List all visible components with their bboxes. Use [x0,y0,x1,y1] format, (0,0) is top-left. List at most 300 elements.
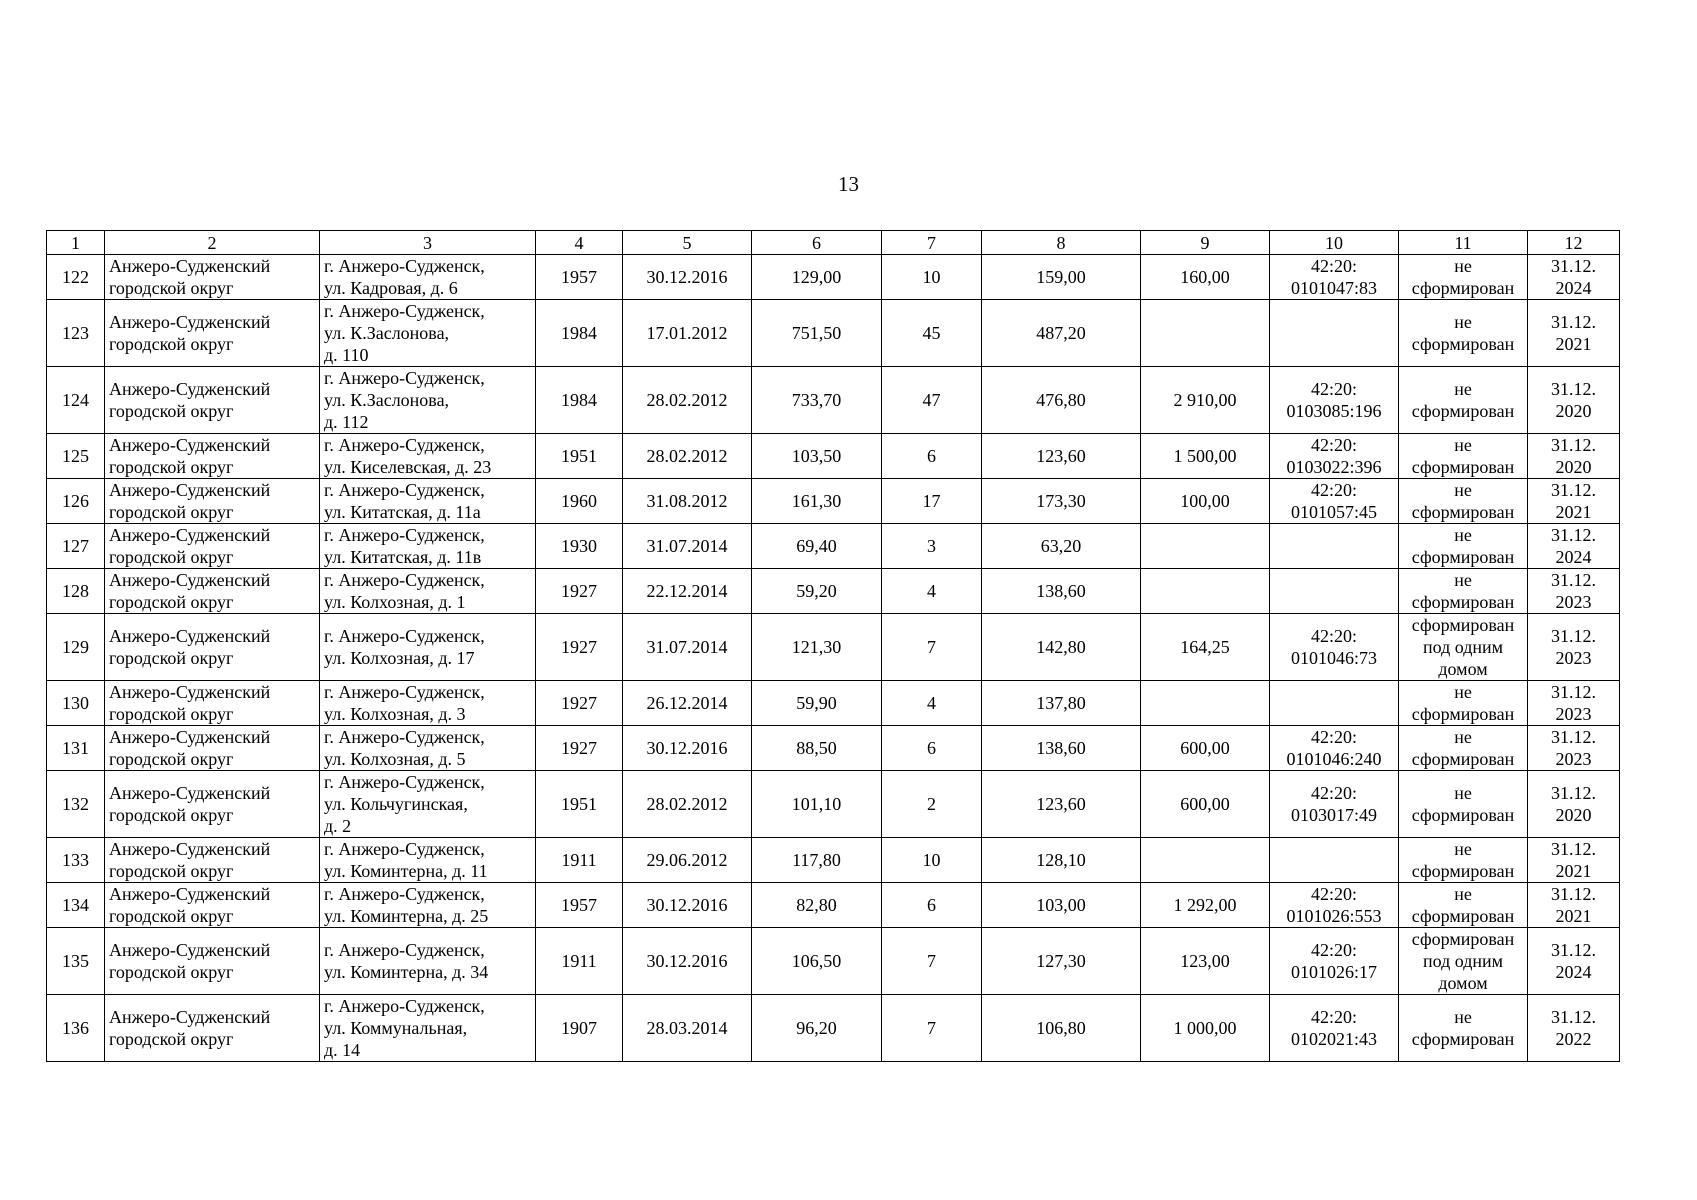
deadline-cell [1528,569,1620,614]
address-cell [320,995,536,1062]
status-cell [1399,995,1528,1062]
date-cell: 29.06.2012 [623,838,752,883]
cell-line: 2024 [1555,962,1592,982]
year-cell: 1930 [536,524,623,569]
cell-line: г. Анжеро-Судженск, [324,772,485,792]
year-cell: 1911 [536,838,623,883]
cell-line: 42:20: [1310,940,1357,960]
cell-line: сформирован [1411,749,1515,769]
year-cell: 1984 [536,367,623,434]
area-cell: 101,10 [752,771,882,838]
residents-cell: 7 [882,995,982,1062]
cell-line: г. Анжеро-Судженск, [324,682,485,702]
municipality-cell [105,479,320,524]
area2-cell: 476,80 [982,367,1141,434]
table-row [47,255,1620,300]
municipality-cell [105,771,320,838]
residents-cell: 6 [882,434,982,479]
land-area-cell: 100,00 [1141,479,1270,524]
cell-line: 42:20: [1310,626,1357,646]
table-row [47,726,1620,771]
cell-line: 0101026:553 [1286,906,1382,926]
year-cell: 1927 [536,726,623,771]
cell-line: ул. Китатская, д. 11в [324,547,482,567]
cell-line: 42:20: [1310,884,1357,904]
area-cell: 88,50 [752,726,882,771]
year-cell: 1951 [536,434,623,479]
area2-cell: 138,60 [982,569,1141,614]
cell-line: 0101046:73 [1290,648,1377,668]
area2-cell: 128,10 [982,838,1141,883]
cell-line: сформирован [1411,906,1515,926]
year-cell: 1907 [536,995,623,1062]
column-header-4: 4 [536,231,623,255]
cadastral-number-cell [1270,771,1399,838]
year-cell: 1927 [536,681,623,726]
cadastral-number-cell [1270,255,1399,300]
area2-cell: 487,20 [982,300,1141,367]
cell-line: городской округ [109,1029,234,1049]
address-cell [320,255,536,300]
table-row [47,569,1620,614]
cell-line: 31.12. [1551,379,1596,399]
cadastral-number-cell [1270,883,1399,928]
cell-line: д. 110 [324,345,369,365]
table-row [47,771,1620,838]
year-cell: 1927 [536,569,623,614]
cell-line: ул. Коминтерна, д. 11 [324,861,488,881]
land-area-cell: 123,00 [1141,928,1270,995]
cell-line: ул. Киселевская, д. 23 [324,457,492,477]
cell-line: сформирован [1411,457,1515,477]
cadastral-number-cell [1270,614,1399,681]
cell-line: 31.12. [1551,435,1596,455]
row-number-cell: 129 [47,614,105,681]
row-number-cell: 128 [47,569,105,614]
area-cell: 117,80 [752,838,882,883]
municipality-cell [105,883,320,928]
area-cell: 751,50 [752,300,882,367]
residents-cell: 7 [882,928,982,995]
row-number-cell: 123 [47,300,105,367]
residents-cell: 10 [882,838,982,883]
cell-line: городской округ [109,547,234,567]
cell-line: городской округ [109,457,234,477]
status-cell [1399,838,1528,883]
area2-cell: 127,30 [982,928,1141,995]
row-number-cell: 126 [47,479,105,524]
cadastral-number-cell [1270,479,1399,524]
cell-line: сформирован [1411,805,1515,825]
cell-line: городской округ [109,401,234,421]
cell-line: 42:20: [1310,256,1357,276]
cell-line: г. Анжеро-Судженск, [324,727,485,747]
date-cell: 22.12.2014 [623,569,752,614]
municipality-cell [105,681,320,726]
area-cell: 733,70 [752,367,882,434]
table-row [47,434,1620,479]
year-cell: 1911 [536,928,623,995]
municipality-cell [105,367,320,434]
row-number-cell: 136 [47,995,105,1062]
deadline-cell [1528,614,1620,681]
municipality-cell [105,726,320,771]
cell-line: не [1454,1007,1472,1027]
cell-line: 0103017:49 [1290,805,1377,825]
cell-line: г. Анжеро-Судженск, [324,256,485,276]
row-number-cell: 122 [47,255,105,300]
cell-line: сформирован [1411,1029,1515,1049]
area-cell: 96,20 [752,995,882,1062]
status-cell [1399,524,1528,569]
cell-line: 0101026:17 [1290,962,1377,982]
column-header-10: 10 [1270,231,1399,255]
status-cell [1399,434,1528,479]
date-cell: 28.02.2012 [623,367,752,434]
cell-line: ул. Колхозная, д. 5 [324,749,466,769]
cell-line: сформирован [1411,401,1515,421]
column-header-5: 5 [623,231,752,255]
area2-cell: 123,60 [982,771,1141,838]
cell-line: не [1454,256,1472,276]
cadastral-number-cell [1270,681,1399,726]
table-row [47,614,1620,681]
cell-line: ул. Коминтерна, д. 25 [324,906,489,926]
land-area-cell: 2 910,00 [1141,367,1270,434]
year-cell: 1951 [536,771,623,838]
deadline-cell [1528,524,1620,569]
cell-line: ул. К.Заслонова, [324,323,450,343]
municipality-cell [105,255,320,300]
cell-line: ул. Колхозная, д. 17 [324,648,475,668]
cell-line: ул. Кольчугинская, [324,794,468,814]
cell-line: Анжеро-Судженский [109,379,271,399]
cell-line: городской округ [109,704,234,724]
cell-line: сформирован [1411,704,1515,724]
status-cell [1399,771,1528,838]
column-header-12: 12 [1528,231,1620,255]
cell-line: 2023 [1555,648,1592,668]
deadline-cell [1528,255,1620,300]
area2-cell: 173,30 [982,479,1141,524]
residents-cell: 6 [882,883,982,928]
table-row [47,838,1620,883]
cell-line: ул. Кадровая, д. 6 [324,278,458,298]
cell-line: сформирован [1411,334,1515,354]
cell-line: Анжеро-Судженский [109,1007,271,1027]
cell-line: Анжеро-Судженский [109,839,271,859]
cell-line: не [1454,884,1472,904]
cell-line: 31.12. [1551,682,1596,702]
cell-line: г. Анжеро-Судженск, [324,480,485,500]
registry-table [46,230,1620,1062]
area-cell: 129,00 [752,255,882,300]
cadastral-number-cell [1270,434,1399,479]
address-cell [320,928,536,995]
cell-line: 31.12. [1551,626,1596,646]
address-cell [320,614,536,681]
cell-line: Анжеро-Судженский [109,570,271,590]
cell-line: Анжеро-Судженский [109,480,271,500]
address-cell [320,524,536,569]
cell-line: г. Анжеро-Судженск, [324,435,485,455]
area2-cell: 106,80 [982,995,1141,1062]
cell-line: ул. Колхозная, д. 3 [324,704,466,724]
residents-cell: 6 [882,726,982,771]
status-cell [1399,614,1528,681]
row-number-cell: 127 [47,524,105,569]
cell-line: не [1454,525,1472,545]
column-header-11: 11 [1399,231,1528,255]
cell-line: 0103085:196 [1286,401,1382,421]
area-cell: 106,50 [752,928,882,995]
cell-line: сформирован [1411,278,1515,298]
cell-line: городской округ [109,592,234,612]
cell-line: г. Анжеро-Судженск, [324,996,485,1016]
cell-line: 2020 [1555,457,1592,477]
land-area-cell [1141,300,1270,367]
residents-cell: 47 [882,367,982,434]
cell-line: городской округ [109,861,234,881]
deadline-cell [1528,995,1620,1062]
area-cell: 82,80 [752,883,882,928]
status-cell [1399,255,1528,300]
cell-line: 42:20: [1310,435,1357,455]
cell-line: 2021 [1555,502,1592,522]
cell-line: 2022 [1555,1029,1592,1049]
residents-cell: 45 [882,300,982,367]
cell-line: городской округ [109,502,234,522]
cell-line: Анжеро-Судженский [109,884,271,904]
cell-line: 2023 [1555,704,1592,724]
cell-line: сформирован [1411,592,1515,612]
cell-line: г. Анжеро-Судженск, [324,570,485,590]
residents-cell: 7 [882,614,982,681]
cell-line: ул. К.Заслонова, [324,390,450,410]
area2-cell: 63,20 [982,524,1141,569]
date-cell: 30.12.2016 [623,883,752,928]
cell-line: Анжеро-Судженский [109,682,271,702]
municipality-cell [105,928,320,995]
municipality-cell [105,524,320,569]
cell-line: ул. Китатская, д. 11а [324,502,481,522]
table-header-row [47,231,1620,255]
date-cell: 26.12.2014 [623,681,752,726]
cell-line: г. Анжеро-Судженск, [324,884,485,904]
address-cell [320,771,536,838]
municipality-cell [105,300,320,367]
status-cell [1399,569,1528,614]
area2-cell: 103,00 [982,883,1141,928]
cell-line: не [1454,783,1472,803]
date-cell: 31.08.2012 [623,479,752,524]
cell-line: ул. Колхозная, д. 1 [324,592,466,612]
status-cell [1399,928,1528,995]
deadline-cell [1528,681,1620,726]
date-cell: 30.12.2016 [623,928,752,995]
status-cell [1399,883,1528,928]
cell-line: 0101057:45 [1290,502,1377,522]
area2-cell: 159,00 [982,255,1141,300]
deadline-cell [1528,883,1620,928]
table-row [47,928,1620,995]
row-number-cell: 124 [47,367,105,434]
residents-cell: 4 [882,569,982,614]
address-cell [320,367,536,434]
area-cell: 161,30 [752,479,882,524]
cell-line: г. Анжеро-Судженск, [324,368,485,388]
cell-line: г. Анжеро-Судженск, [324,839,485,859]
residents-cell: 4 [882,681,982,726]
cell-line: ул. Коммунальная, [324,1018,468,1038]
table-row [47,883,1620,928]
residents-cell: 10 [882,255,982,300]
cell-line: не [1454,480,1472,500]
residents-cell: 2 [882,771,982,838]
area2-cell: 137,80 [982,681,1141,726]
cell-line: Анжеро-Судженский [109,727,271,747]
year-cell: 1957 [536,883,623,928]
deadline-cell [1528,726,1620,771]
cell-line: д. 112 [324,412,369,432]
cell-line: г. Анжеро-Судженск, [324,525,485,545]
cell-line: Анжеро-Судженский [109,312,271,332]
cell-line: 31.12. [1551,940,1596,960]
area2-cell: 142,80 [982,614,1141,681]
cell-line: под одним [1422,637,1504,657]
column-header-2: 2 [105,231,320,255]
cell-line: не [1454,570,1472,590]
cell-line: 0101046:240 [1286,749,1382,769]
cell-line: 31.12. [1551,570,1596,590]
cell-line: городской округ [109,648,234,668]
cell-line: 2020 [1555,805,1592,825]
cell-line: сформирован [1411,929,1515,949]
cell-line: городской округ [109,278,234,298]
cell-line: 2023 [1555,592,1592,612]
cell-line: Анжеро-Судженский [109,626,271,646]
deadline-cell [1528,434,1620,479]
deadline-cell [1528,928,1620,995]
cell-line: городской округ [109,962,234,982]
table-row [47,995,1620,1062]
area-cell: 69,40 [752,524,882,569]
cell-line: сформирован [1411,547,1515,567]
table-row [47,367,1620,434]
cell-line: сформирован [1411,861,1515,881]
cell-line: 42:20: [1310,727,1357,747]
municipality-cell [105,995,320,1062]
residents-cell: 3 [882,524,982,569]
column-header-6: 6 [752,231,882,255]
cell-line: г. Анжеро-Судженск, [324,626,485,646]
land-area-cell [1141,838,1270,883]
area-cell: 103,50 [752,434,882,479]
address-cell [320,479,536,524]
column-header-8: 8 [982,231,1141,255]
cell-line: не [1454,312,1472,332]
page-number: 13 [838,172,859,196]
cell-line: 31.12. [1551,727,1596,747]
cell-line: 0102021:43 [1290,1029,1377,1049]
cell-line: 31.12. [1551,480,1596,500]
cell-line: 2021 [1555,334,1592,354]
year-cell: 1960 [536,479,623,524]
cell-line: домом [1438,973,1488,993]
cell-line: 31.12. [1551,884,1596,904]
column-header-7: 7 [882,231,982,255]
cell-line: не [1454,839,1472,859]
cell-line: домом [1438,659,1488,679]
cell-line: д. 14 [324,1040,361,1060]
land-area-cell: 600,00 [1141,726,1270,771]
cell-line: 0103022:396 [1286,457,1382,477]
cell-line: городской округ [109,749,234,769]
table-row [47,479,1620,524]
cadastral-number-cell [1270,928,1399,995]
cadastral-number-cell [1270,367,1399,434]
date-cell: 31.07.2014 [623,524,752,569]
table-body [47,255,1620,1062]
cell-line: Анжеро-Судженский [109,525,271,545]
cell-line: городской округ [109,906,234,926]
cell-line: 42:20: [1310,1007,1357,1027]
land-area-cell [1141,524,1270,569]
deadline-cell [1528,771,1620,838]
cadastral-number-cell [1270,726,1399,771]
cell-line: Анжеро-Судженский [109,435,271,455]
row-number-cell: 135 [47,928,105,995]
year-cell: 1927 [536,614,623,681]
row-number-cell: 125 [47,434,105,479]
area2-cell: 138,60 [982,726,1141,771]
area-cell: 121,30 [752,614,882,681]
date-cell: 30.12.2016 [623,255,752,300]
cell-line: 42:20: [1310,783,1357,803]
cell-line: 0101047:83 [1290,278,1377,298]
cell-line: 2024 [1555,547,1592,567]
cell-line: 31.12. [1551,839,1596,859]
land-area-cell [1141,681,1270,726]
cell-line: сформирован [1411,615,1515,635]
cell-line: Анжеро-Судженский [109,256,271,276]
date-cell: 28.02.2012 [623,434,752,479]
deadline-cell [1528,300,1620,367]
status-cell [1399,300,1528,367]
residents-cell: 17 [882,479,982,524]
address-cell [320,726,536,771]
land-area-cell [1141,569,1270,614]
row-number-cell: 133 [47,838,105,883]
cell-line: не [1454,435,1472,455]
land-area-cell: 164,25 [1141,614,1270,681]
cell-line: ул. Коминтерна, д. 34 [324,962,489,982]
land-area-cell: 1 000,00 [1141,995,1270,1062]
table-row [47,300,1620,367]
date-cell: 28.02.2012 [623,771,752,838]
cadastral-number-cell [1270,995,1399,1062]
status-cell [1399,681,1528,726]
column-header-3: 3 [320,231,536,255]
address-cell [320,838,536,883]
cell-line: д. 2 [324,816,352,836]
cell-line: под одним [1422,951,1504,971]
cell-line: 2020 [1555,401,1592,421]
cell-line: 2021 [1555,906,1592,926]
address-cell [320,434,536,479]
cell-line: городской округ [109,805,234,825]
cell-line: 31.12. [1551,525,1596,545]
